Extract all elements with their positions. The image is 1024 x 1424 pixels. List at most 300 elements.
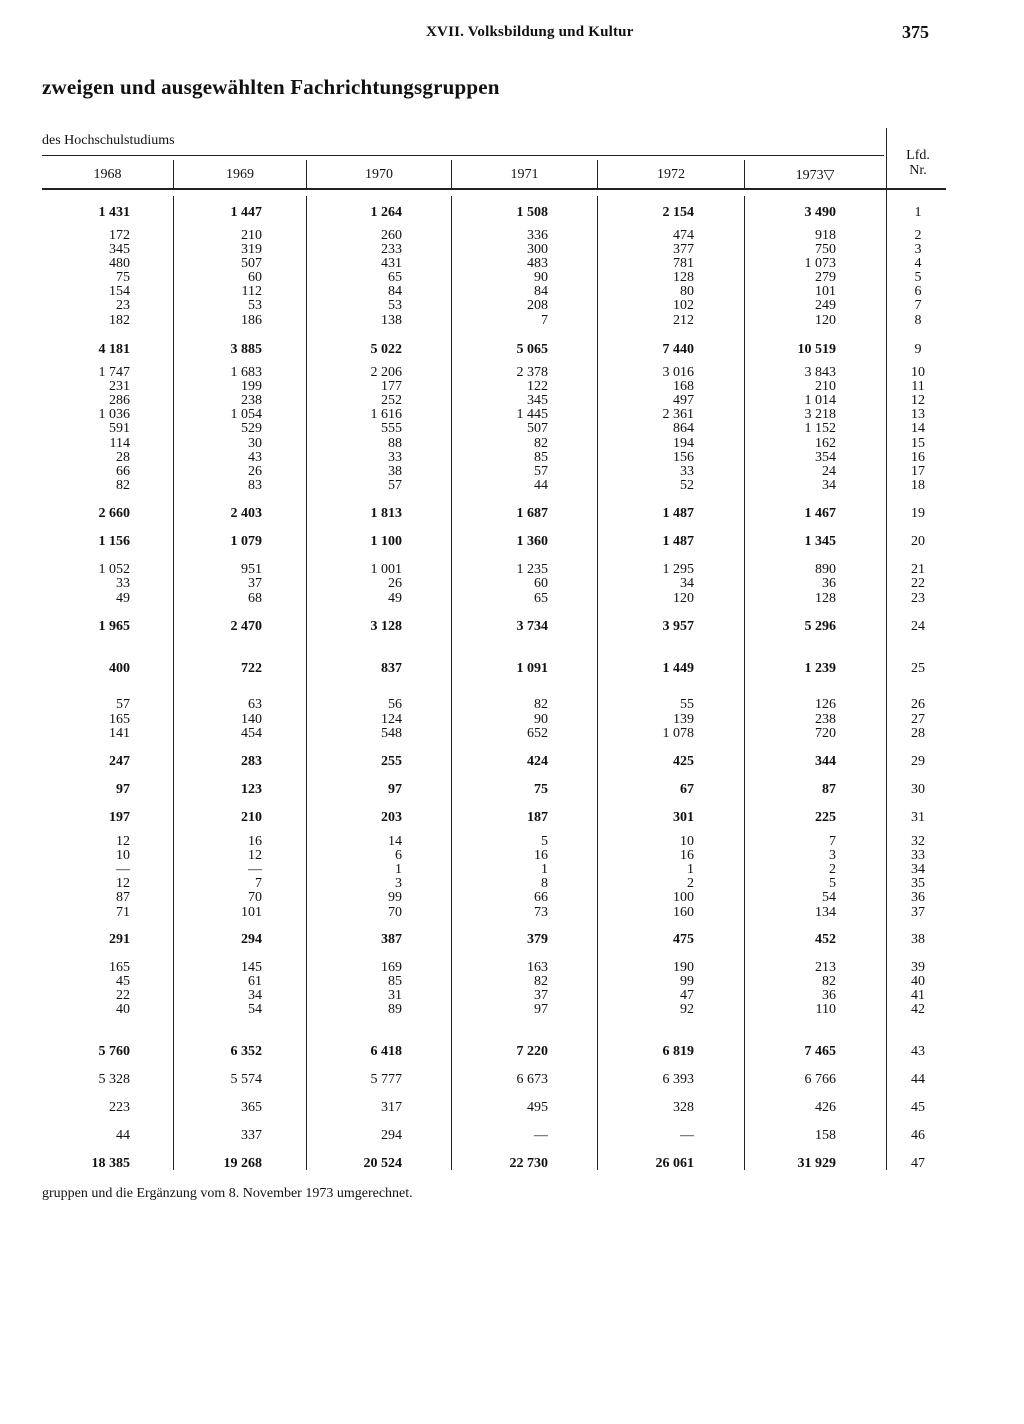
table-cell: 354 (815, 450, 836, 465)
table-row (0, 1073, 1024, 1087)
table-cell: 65 (388, 270, 402, 285)
row-number: 35 (911, 876, 925, 891)
table-cell: 20 524 (363, 1156, 402, 1171)
table-cell: 165 (109, 712, 130, 727)
table-cell: 1 239 (804, 661, 836, 676)
table-row (0, 285, 1024, 299)
table-cell: 5 328 (98, 1072, 130, 1087)
row-number: 16 (911, 450, 925, 465)
table-cell: 7 (255, 876, 262, 891)
row-number: 1 (914, 205, 922, 220)
table-cell: 837 (381, 661, 402, 676)
table-cell: 55 (680, 697, 694, 712)
table-cell: 12 (248, 848, 262, 863)
table-row (0, 451, 1024, 465)
table-cell: 1 508 (516, 205, 548, 220)
table-row (0, 811, 1024, 825)
table-cell: 10 (116, 848, 130, 863)
table-cell: 33 (680, 464, 694, 479)
table-cell: 97 (116, 782, 130, 797)
table-cell: 197 (109, 810, 130, 825)
table-cell: 294 (381, 1128, 402, 1143)
table-cell: 2 470 (230, 619, 262, 634)
table-cell: 33 (116, 576, 130, 591)
table-cell: 483 (527, 256, 548, 271)
table-cell: 319 (241, 242, 262, 257)
table-cell: 71 (116, 905, 130, 920)
row-number: 17 (911, 464, 925, 479)
table-cell: 128 (673, 270, 694, 285)
table-cell: 134 (815, 905, 836, 920)
table-cell: 1 152 (804, 421, 836, 436)
table-cell: 26 061 (655, 1156, 694, 1171)
table-cell: 53 (388, 298, 402, 313)
table-cell: 49 (388, 591, 402, 606)
table-cell: 36 (822, 988, 836, 1003)
table-cell: 1 360 (516, 534, 548, 549)
table-cell: 40 (116, 1002, 130, 1017)
table-cell: 26 (388, 576, 402, 591)
table-cell: 3 (829, 848, 836, 863)
table-cell: 1 014 (804, 393, 836, 408)
table-cell: 156 (673, 450, 694, 465)
table-cell: 3 (395, 876, 402, 891)
table-cell: 186 (241, 313, 262, 328)
table-row (0, 755, 1024, 769)
table-row (0, 1157, 1024, 1171)
table-cell: 7 465 (804, 1044, 836, 1059)
row-number: 42 (911, 1002, 925, 1017)
table-cell: 57 (534, 464, 548, 479)
table-cell: 495 (527, 1100, 548, 1115)
row-number: 24 (911, 619, 925, 634)
table-cell: 951 (241, 562, 262, 577)
table-cell: 345 (527, 393, 548, 408)
table-cell: 6 819 (662, 1044, 694, 1059)
table-cell: 57 (116, 697, 130, 712)
row-number: 13 (911, 407, 925, 422)
year-header-1969: 1969 (226, 167, 254, 182)
table-cell: 10 519 (797, 342, 836, 357)
table-cell: 199 (241, 379, 262, 394)
row-number: 34 (911, 862, 925, 877)
table-cell: 548 (381, 726, 402, 741)
table-cell: 294 (241, 932, 262, 947)
table-cell: 247 (109, 754, 130, 769)
table-row (0, 835, 1024, 849)
table-cell: 75 (116, 270, 130, 285)
table-cell: 169 (381, 960, 402, 975)
table-cell: 1 036 (98, 407, 130, 422)
table-cell: 210 (241, 228, 262, 243)
table-cell: 12 (116, 834, 130, 849)
row-number: 18 (911, 478, 925, 493)
table-cell: 8 (541, 876, 548, 891)
table-cell: 2 403 (230, 506, 262, 521)
row-number: 36 (911, 890, 925, 905)
table-cell: 1 487 (662, 534, 694, 549)
table-cell: 379 (527, 932, 548, 947)
table-row (0, 1003, 1024, 1017)
row-number: 10 (911, 365, 925, 380)
table-cell: 90 (534, 270, 548, 285)
table-cell: 101 (241, 905, 262, 920)
table-cell: 1 813 (370, 506, 402, 521)
table-cell: 1 054 (230, 407, 262, 422)
table-cell: 26 (248, 464, 262, 479)
table-row (0, 975, 1024, 989)
table-cell: 112 (241, 284, 262, 299)
table-cell: 336 (527, 228, 548, 243)
table-row (0, 206, 1024, 220)
row-number: 39 (911, 960, 925, 975)
row-number: 27 (911, 712, 925, 727)
table-cell: 890 (815, 562, 836, 577)
table-cell: 84 (388, 284, 402, 299)
table-row (0, 891, 1024, 905)
table-cell: 75 (534, 782, 548, 797)
table-cell: 291 (109, 932, 130, 947)
table-cell: 97 (388, 782, 402, 797)
table-cell: 2 206 (370, 365, 402, 380)
table-cell: 89 (388, 1002, 402, 1017)
table-cell: 475 (673, 932, 694, 947)
table-cell: 33 (388, 450, 402, 465)
table-cell: 3 843 (804, 365, 836, 380)
table-cell: 190 (673, 960, 694, 975)
table-cell: 279 (815, 270, 836, 285)
table-cell: 82 (822, 974, 836, 989)
table-cell: 400 (109, 661, 130, 676)
table-row (0, 727, 1024, 741)
table-row (0, 1045, 1024, 1059)
table-row (0, 989, 1024, 1003)
table-cell: 6 418 (370, 1044, 402, 1059)
table-cell: 122 (527, 379, 548, 394)
table-row (0, 877, 1024, 891)
table-cell: 34 (248, 988, 262, 1003)
table-cell: 2 154 (662, 205, 694, 220)
row-number: 43 (911, 1044, 925, 1059)
row-number: 45 (911, 1100, 925, 1115)
row-number: 6 (914, 284, 922, 299)
table-cell: 2 660 (98, 506, 130, 521)
row-number: 8 (914, 313, 922, 328)
row-number: 23 (911, 591, 925, 606)
row-number: 22 (911, 576, 925, 591)
table-cell: 172 (109, 228, 130, 243)
table-cell: 83 (248, 478, 262, 493)
table-cell: 337 (241, 1128, 262, 1143)
table-cell: 1 (395, 862, 402, 877)
year-header-1970: 1970 (365, 167, 393, 182)
table-cell: 5 777 (370, 1072, 402, 1087)
table-cell: 28 (116, 450, 130, 465)
table-cell: 1 467 (804, 506, 836, 521)
table-cell: 128 (815, 591, 836, 606)
table-cell: 452 (815, 932, 836, 947)
table-cell: 31 929 (797, 1156, 836, 1171)
table-cell: 56 (388, 697, 402, 712)
table-cell: 1 447 (230, 205, 262, 220)
rule-years-bottom (42, 188, 946, 190)
table-cell: 67 (680, 782, 694, 797)
row-number: 44 (911, 1072, 925, 1087)
table-row (0, 698, 1024, 712)
row-number: 5 (914, 270, 922, 285)
table-cell: 1 431 (98, 205, 130, 220)
table-cell: 1 235 (516, 562, 548, 577)
table-row (0, 535, 1024, 549)
table-row (0, 257, 1024, 271)
table-cell: 16 (534, 848, 548, 863)
lfd-nr-header (890, 148, 946, 178)
table-cell: 6 673 (516, 1072, 548, 1087)
table-row (0, 394, 1024, 408)
table-cell: 80 (680, 284, 694, 299)
row-number: 32 (911, 834, 925, 849)
table-cell: 1 (541, 862, 548, 877)
table-cell: 182 (109, 313, 130, 328)
table-cell: 114 (109, 436, 130, 451)
table-cell: 140 (241, 712, 262, 727)
table-row (0, 1129, 1024, 1143)
table-cell: 162 (815, 436, 836, 451)
table-cell: 781 (673, 256, 694, 271)
table-cell: 2 361 (662, 407, 694, 422)
table-cell: 1 616 (370, 407, 402, 422)
table-cell: 555 (381, 421, 402, 436)
row-number: 26 (911, 697, 925, 712)
table-cell: — (534, 1128, 548, 1143)
table-cell: 30 (248, 436, 262, 451)
table-cell: 2 (687, 876, 694, 891)
table-cell: 317 (381, 1100, 402, 1115)
table-cell: 7 220 (516, 1044, 548, 1059)
table-cell: 110 (815, 1002, 836, 1017)
table-cell: 344 (815, 754, 836, 769)
table-cell: 1 100 (370, 534, 402, 549)
table-row (0, 408, 1024, 422)
table-cell: 1 687 (516, 506, 548, 521)
table-cell: 1 078 (662, 726, 694, 741)
table-cell: — (248, 862, 262, 877)
table-cell: 36 (822, 576, 836, 591)
table-cell: 3 016 (662, 365, 694, 380)
row-number: 15 (911, 436, 925, 451)
table-cell: 1 156 (98, 534, 130, 549)
table-cell: 16 (248, 834, 262, 849)
table-cell: 507 (241, 256, 262, 271)
table-cell: 90 (534, 712, 548, 727)
table-cell: 497 (673, 393, 694, 408)
table-cell: 7 440 (662, 342, 694, 357)
table-row (0, 479, 1024, 493)
table-cell: 722 (241, 661, 262, 676)
table-cell: 286 (109, 393, 130, 408)
table-cell: 1 295 (662, 562, 694, 577)
row-number: 3 (914, 242, 922, 257)
table-cell: 38 (388, 464, 402, 479)
table-cell: 88 (388, 436, 402, 451)
table-row (0, 465, 1024, 479)
table-cell: 124 (381, 712, 402, 727)
table-row (0, 906, 1024, 920)
table-cell: 1 073 (804, 256, 836, 271)
table-cell: 194 (673, 436, 694, 451)
table-cell: 260 (381, 228, 402, 243)
table-cell: 22 730 (509, 1156, 548, 1171)
table-cell: 507 (527, 421, 548, 436)
table-cell: 225 (815, 810, 836, 825)
table-cell: 425 (673, 754, 694, 769)
table-cell: 6 (395, 848, 402, 863)
table-cell: 6 352 (230, 1044, 262, 1059)
table-cell: 300 (527, 242, 548, 257)
table-cell: 591 (109, 421, 130, 436)
table-row (0, 863, 1024, 877)
table-cell: 34 (680, 576, 694, 591)
table-row (0, 783, 1024, 797)
table-cell: 1 345 (804, 534, 836, 549)
table-cell: 249 (815, 298, 836, 313)
row-number: 33 (911, 848, 925, 863)
row-number: 20 (911, 534, 925, 549)
table-row (0, 299, 1024, 313)
table-cell: 5 065 (516, 342, 548, 357)
table-cell: 1 965 (98, 619, 130, 634)
table-row (0, 437, 1024, 451)
table-cell: 345 (109, 242, 130, 257)
table-cell: 1 449 (662, 661, 694, 676)
table-cell: 3 734 (516, 619, 548, 634)
table-cell: 66 (116, 464, 130, 479)
table-row (0, 961, 1024, 975)
table-cell: 63 (248, 697, 262, 712)
table-cell: 34 (822, 478, 836, 493)
table-cell: 37 (248, 576, 262, 591)
table-cell: 7 (541, 313, 548, 328)
table-cell: 99 (680, 974, 694, 989)
table-cell: 100 (673, 890, 694, 905)
table-cell: 426 (815, 1100, 836, 1115)
row-number: 21 (911, 562, 925, 577)
table-cell: 387 (381, 932, 402, 947)
table-cell: 102 (673, 298, 694, 313)
table-cell: 5 760 (98, 1044, 130, 1059)
table-row (0, 343, 1024, 357)
table-cell: 85 (534, 450, 548, 465)
table-cell: 165 (109, 960, 130, 975)
table-cell: 5 296 (804, 619, 836, 634)
table-cell: 84 (534, 284, 548, 299)
row-number: 38 (911, 932, 925, 947)
table-cell: 918 (815, 228, 836, 243)
table-cell: 68 (248, 591, 262, 606)
table-cell: 231 (109, 379, 130, 394)
table-cell: 120 (673, 591, 694, 606)
table-cell: 160 (673, 905, 694, 920)
table-cell: 301 (673, 810, 694, 825)
table-cell: 377 (673, 242, 694, 257)
table-cell: 82 (534, 697, 548, 712)
page-number: 375 (902, 22, 929, 42)
table-cell: 529 (241, 421, 262, 436)
table-cell: 12 (116, 876, 130, 891)
table-cell: — (680, 1128, 694, 1143)
table-cell: 145 (241, 960, 262, 975)
row-number: 28 (911, 726, 925, 741)
row-number: 30 (911, 782, 925, 797)
table-cell: 54 (248, 1002, 262, 1017)
table-cell: 123 (241, 782, 262, 797)
table-cell: 85 (388, 974, 402, 989)
table-cell: 120 (815, 313, 836, 328)
row-number: 31 (911, 810, 925, 825)
year-header-1968: 1968 (93, 167, 122, 182)
row-number: 37 (911, 905, 925, 920)
table-cell: 65 (534, 591, 548, 606)
row-number: 2 (914, 228, 922, 243)
table-cell: 44 (116, 1128, 130, 1143)
table-row (0, 314, 1024, 328)
table-cell: 233 (381, 242, 402, 257)
table-cell: 61 (248, 974, 262, 989)
row-number: 46 (911, 1128, 925, 1143)
table-cell: 52 (680, 478, 694, 493)
table-cell: 158 (815, 1128, 836, 1143)
table-cell: 92 (680, 1002, 694, 1017)
table-cell: 177 (381, 379, 402, 394)
table-cell: 1 001 (370, 562, 402, 577)
table-cell: 14 (388, 834, 402, 849)
table-cell: 652 (527, 726, 548, 741)
table-cell: 73 (534, 905, 548, 920)
table-cell: 203 (381, 810, 402, 825)
table-cell: 1 747 (98, 365, 130, 380)
table-cell: 45 (116, 974, 130, 989)
table-cell: 82 (534, 436, 548, 451)
table-row (0, 620, 1024, 634)
table-cell: 47 (680, 988, 694, 1003)
year-header-1971: 1971 (510, 167, 539, 182)
table-cell: 1 (687, 862, 694, 877)
table-cell: 3 885 (230, 342, 262, 357)
table-row (0, 849, 1024, 863)
table-cell: 454 (241, 726, 262, 741)
row-number: 19 (911, 506, 925, 521)
table-cell: 5 574 (230, 1072, 262, 1087)
table-cell: 5 022 (370, 342, 402, 357)
table-cell: 126 (815, 697, 836, 712)
table-cell: 60 (248, 270, 262, 285)
running-header: XVII. Volksbildung und Kultur (426, 24, 634, 40)
table-cell: 213 (815, 960, 836, 975)
table-cell: 424 (527, 754, 548, 769)
table-cell: 43 (248, 450, 262, 465)
table-cell: 3 490 (804, 205, 836, 220)
table-row (0, 933, 1024, 947)
table-cell: 474 (673, 228, 694, 243)
table-cell: 87 (116, 890, 130, 905)
row-number: 4 (914, 256, 922, 271)
row-number: 14 (911, 421, 925, 436)
table-row (0, 662, 1024, 676)
table-cell: 70 (248, 890, 262, 905)
table-cell: 31 (388, 988, 402, 1003)
table-cell: 2 378 (516, 365, 548, 380)
table-cell: 6 766 (804, 1072, 836, 1087)
